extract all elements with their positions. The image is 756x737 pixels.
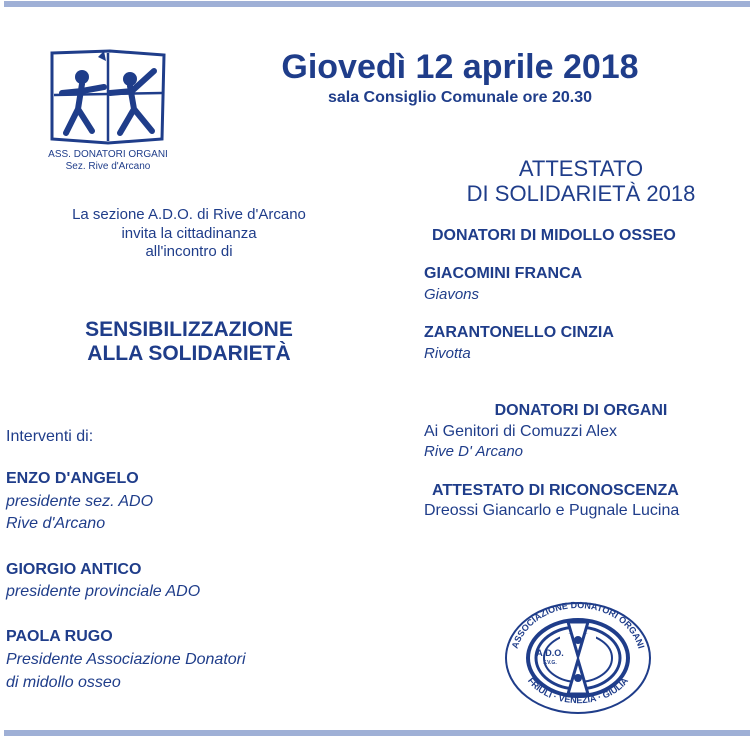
event-title-line-1: SENSIBILIZZAZIONE bbox=[85, 318, 293, 341]
speaker-3-role-2: di midollo osseo bbox=[6, 674, 121, 691]
speaker-3-name: PAOLA RUGO bbox=[6, 628, 113, 645]
seal-top-text: ASSOCIAZIONE DONATORI ORGANI bbox=[509, 600, 647, 650]
gratitude-names: Dreossi Giancarlo e Pugnale Lucina bbox=[424, 502, 680, 519]
organ-donors-recipients: Ai Genitori di Comuzzi Alex bbox=[424, 423, 617, 440]
marrow-donors-heading: DONATORI DI MIDOLLO OSSEO bbox=[432, 227, 676, 244]
logo-caption-section: Sez. Rive d'Arcano bbox=[65, 161, 151, 172]
organ-donors-place: Rive D' Arcano bbox=[424, 443, 524, 460]
speaker-1-role: presidente sez. ADO bbox=[6, 493, 154, 510]
gratitude-heading: ATTESTATO DI RICONOSCENZA bbox=[432, 482, 679, 499]
speaker-1-name: ENZO D'ANGELO bbox=[6, 470, 139, 487]
top-rule bbox=[4, 1, 750, 7]
attestato-title-line-1: ATTESTATO bbox=[518, 156, 644, 181]
event-title-line-2: ALLA SOLIDARIETÀ bbox=[87, 342, 291, 365]
seal-acronym: A.D.O. bbox=[536, 648, 564, 658]
speaker-2-role: presidente provinciale ADO bbox=[6, 583, 201, 600]
ado-logo-icon bbox=[48, 47, 168, 147]
bottom-rule bbox=[4, 730, 750, 736]
logo-caption-association: ASS. DONATORI ORGANI bbox=[48, 149, 168, 160]
event-date: Giovedì 12 aprile 2018 bbox=[281, 48, 639, 86]
speaker-2-name: GIORGIO ANTICO bbox=[6, 561, 142, 578]
speaker-3-role: Presidente Associazione Donatori bbox=[6, 651, 246, 668]
intro-line-3: all'incontro di bbox=[145, 243, 233, 260]
speaker-1-role-2: Rive d'Arcano bbox=[6, 515, 106, 532]
seal-bottom-text: FRIULI · VENEZIA · GIULIA bbox=[525, 675, 631, 706]
speakers-heading: Interventi di: bbox=[6, 428, 94, 445]
marrow-donor-2-name: ZARANTONELLO CINZIA bbox=[424, 324, 614, 341]
marrow-donor-1-name: GIACOMINI FRANCA bbox=[424, 265, 583, 282]
seal-region-code: F.V.G. bbox=[543, 660, 557, 666]
ado-fvg-seal-icon bbox=[504, 600, 652, 714]
intro-line-1: La sezione A.D.O. di Rive d'Arcano bbox=[72, 206, 306, 223]
attestato-title-line-2: DI SOLIDARIETÀ 2018 bbox=[466, 181, 696, 206]
marrow-donor-2-place: Rivotta bbox=[424, 345, 471, 362]
organ-donors-heading: DONATORI DI ORGANI bbox=[494, 402, 668, 419]
intro-line-2: invita la cittadinanza bbox=[121, 225, 257, 242]
marrow-donor-1-place: Giavons bbox=[424, 286, 480, 303]
event-venue: sala Consiglio Comunale ore 20.30 bbox=[327, 89, 593, 106]
